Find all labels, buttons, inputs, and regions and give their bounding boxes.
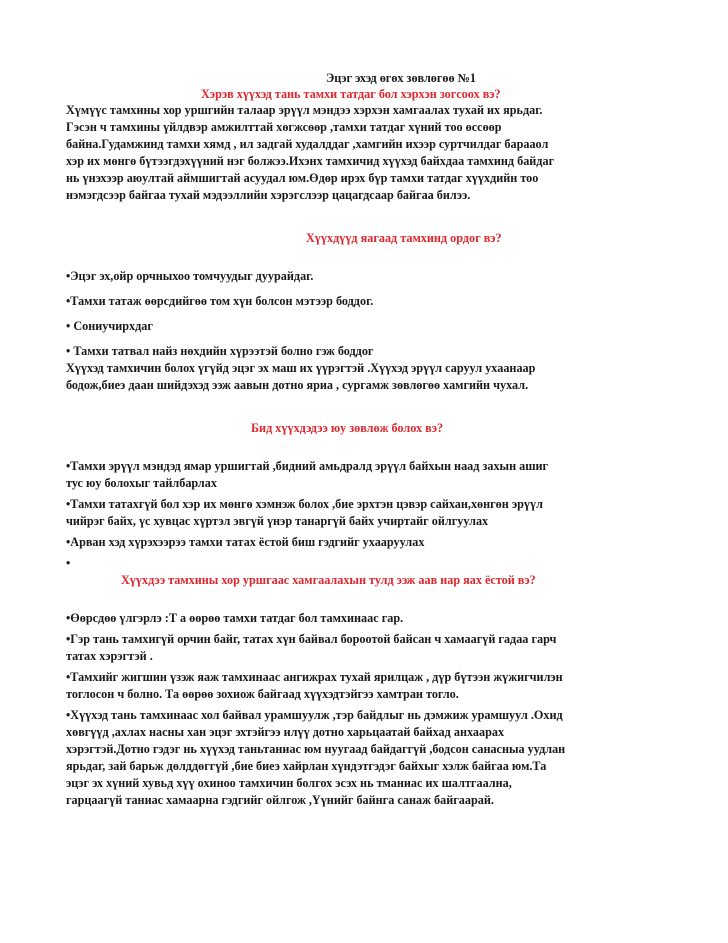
action-line: ярьдаг, зай барьж дөлддөггүй ,бие биеэ хайрлан хүндэтгэдэг байхыг хэлж байгаа юм.Та bbox=[66, 759, 547, 773]
intro-line: Хүмүүс тамхины хор уршгийн талаар эрүүл мэндээ хэрхэн хамгаалах тухай их ярьдаг. bbox=[66, 103, 543, 117]
action-item bbox=[66, 707, 666, 809]
intro-line: Гэсэн ч тамхины үйлдвэр амжилттай хөгжсөөр ,тамхи татдаг хүний тоо өссөөр bbox=[66, 120, 502, 134]
action-line: гарцаагүй таниас хамаарна гэдгийг ойлгож ,Үүнийг байнга санаж байгаарай. bbox=[66, 793, 494, 807]
advice-line: •Арван хэд хүрэхээрээ тамхи татах ёстой биш гэдгийг ухааруулах bbox=[66, 535, 425, 549]
advice-line: тус юу болохыг тайлбарлах bbox=[66, 476, 217, 490]
section-heading-why: Хүүхдүүд яагаад тамхинд ордог вэ? bbox=[306, 231, 502, 245]
advice-line: •Тамхи эрүүл мэндэд ямар уршигтай ,бидний амьдралд эрүүл байхын наад захын ашиг bbox=[66, 459, 549, 473]
action-line: •Гэр тань тамхигүй орчин байг, татах хүн байвал бороотой байсан ч хамаагүй гадаа гарч bbox=[66, 632, 557, 646]
reasons-followup-line: бодож,биеэ даан шийдэхэд ээж аавын дотно яриа , сургамж зөвлөгөө хамгийн чухал. bbox=[66, 378, 529, 392]
advice-item bbox=[66, 496, 666, 530]
reason-item: •Эцэг эх,ойр орчныхоо томчуудыг дуурайдаг. bbox=[66, 269, 314, 283]
section-heading-parents: Хүүхдээ тамхины хор уршгаас хамгаалахын тулд ээж аав нар яах ёстой вэ? bbox=[121, 573, 536, 587]
intro-line: нь үнэхээр аюултай аймшигтай асуудал юм.Өдөр ирэх бүр тамхи татдаг хүүхдийн тоо bbox=[66, 171, 539, 185]
action-line: •Тамхийг жигшин үзэж яаж тамхинаас ангижрах тухай ярилцаж , дүр бүтээн жүжигчилэн bbox=[66, 670, 563, 684]
action-item bbox=[66, 631, 666, 665]
advice-line: •Тамхи татахгүй бол хэр их мөнгө хэмнэж болох ,бие эрхтэн цэвэр сайхан,хөнгөн эрүүл bbox=[66, 497, 543, 511]
advice-item bbox=[66, 534, 666, 551]
intro-line: нэмэгдсээр байгаа тухай мэдээллийн хэрэгслээр цацагдсаар байгаа билээ. bbox=[66, 188, 471, 202]
action-item bbox=[66, 669, 666, 703]
empty-bullet: • bbox=[66, 556, 71, 570]
intro-paragraph bbox=[66, 102, 666, 204]
action-line: хөвгүүд ,ахлах насны хан эцэг эхтэйгээ илүү дотно харьцаатай байхад анхаарах bbox=[66, 725, 505, 739]
action-line: •Хүүхэд тань тамхинаас хол байвал урамшуулж ,тэр байдлыг нь дэмжиж урамшуул .Охид bbox=[66, 708, 563, 722]
action-line: хэрэгтэй.Дотно гэдэг нь хүүхэд таньтаниас юм нуугаад байдаггүй ,бодсон санасныа уудлан bbox=[66, 742, 566, 756]
section-heading-advice: Бид хүүхдэдээ юу зөвлөж болох вэ? bbox=[251, 421, 444, 435]
action-line: эцэг эх хүний хувьд хүү охиноо тамхичин болгох эсэх нь тманиас их шалтгаална, bbox=[66, 776, 512, 790]
action-line: татах хэрэгтэй . bbox=[66, 649, 153, 663]
reasons-followup-line: Хүүхэд тамхичин болох үгүйд эцэг эх маш их үүрэгтэй .Хүүхэд эрүүл саруул ухаанаар bbox=[66, 361, 536, 375]
action-line: •Өөрсдөө үлгэрлэ :Т а өөрөө тамхи татдаг бол тамхинаас гар. bbox=[66, 611, 404, 625]
reason-item: •Тамхи татаж өөрсдийгөө том хүн болсон мэтээр боддог. bbox=[66, 294, 374, 308]
intro-line: байна.Гудамжинд тамхи хямд , ил задгай худалддаг ,хамгийн ихээр суртчилдаг барааол bbox=[66, 137, 549, 151]
reason-item: • Тамхи татвал найз нөхдийн хүрээтэй болно гэж боддог bbox=[66, 344, 374, 358]
document-subtitle: Хэрэв хүүхэд тань тамхи татдаг бол хэрхэн зогсоох вэ? bbox=[201, 87, 501, 101]
action-item bbox=[66, 610, 666, 627]
document-content bbox=[66, 70, 666, 809]
action-line: тоглосон ч болно. Та өөрөө зохиож байгаад хүүхэдтэйгээ хамтран тогло. bbox=[66, 687, 459, 701]
advice-item bbox=[66, 458, 666, 492]
advice-line: чийрэг байх, үс хувцас хүртэл эвгүй үнэр танаргүй байх учиртайг ойлгуулах bbox=[66, 514, 489, 528]
document-title: Эцэг эхэд өгөх зөвлөгөө №1 bbox=[325, 71, 477, 85]
intro-line: хэр их мөнгө бүтээгдэхүүний нэг болжээ.Ихэнх тамхичид хүүхэд байхдаа тамхинд байдаг bbox=[66, 154, 555, 168]
reason-item: • Сониучирхдаг bbox=[66, 319, 153, 333]
